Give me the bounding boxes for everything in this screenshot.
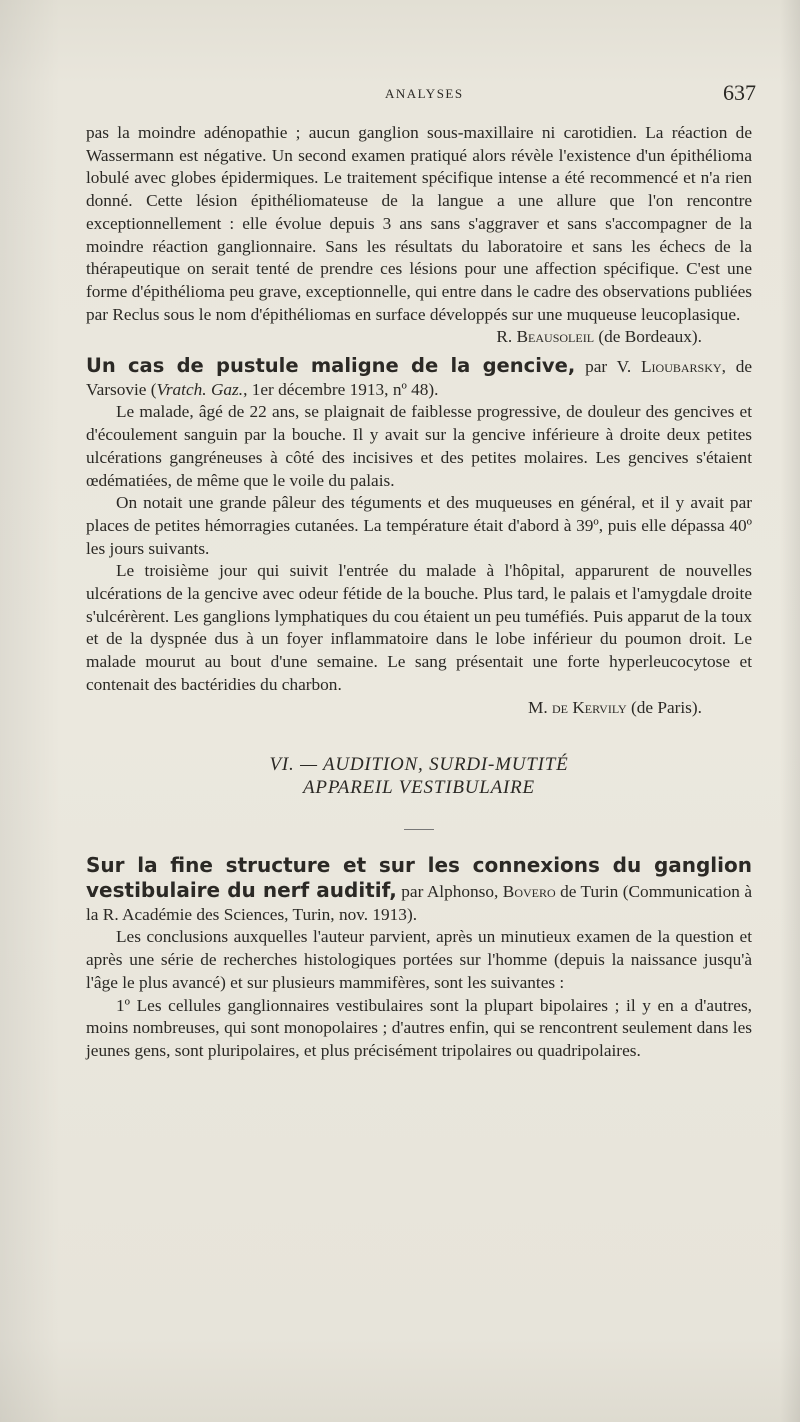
section-divider (404, 829, 434, 830)
article2-journal: Vratch. Gaz. (156, 379, 244, 399)
article2-source-pre: , de Varsovie ( (86, 357, 753, 399)
section-heading-line1: VI. — AUDITION, SURDI-MUTITÉ (269, 754, 569, 776)
article3-paragraph-1: Les conclusions auxquelles l'auteur parvient, après un minutieux examen de la question et après une série de recherches histologiques portées sur l'homme (depuis la naissance jusqu'à l'âge le plus avancé) et sur plusieurs mammifères, sont les suivantes : (86, 927, 752, 992)
article3-title: Sur la fine structure et sur les connexions du ganglion vestibulaire du nerf auditif, (86, 853, 752, 902)
section-heading-line2: APPAREIL VESTIBULAIRE (303, 777, 535, 799)
sig2-initial: M. (527, 697, 552, 717)
page-number: 637 (723, 80, 756, 105)
article2-author: Lioubarsky (641, 357, 722, 377)
article2-paragraph-3: Le troisième jour qui suivit l'entrée du malade à l'hôpital, apparurent de nouvelles ulcérations de la gencive avec odeur fétide de la bouche. Plus tard, le palais et l'amygdale droite s'ulcérèrent. Les ganglions lymphatiques du cou étaient un peu tuméfiés. Puis apparut de la toux et de la dyspnée dus à un foyer inflammatoire dans le lobe inférieur du poumon droit. Le malade mourut au bout d'une semaine. Le sang présentait une forte hyperleucocytose et contenait des bactéridies du charbon. (86, 561, 752, 694)
running-head: ANALYSES (385, 86, 464, 101)
article2-title: Un cas de pustule maligne de la gencive, (86, 354, 576, 378)
article3-heading (86, 854, 752, 926)
article3-source: de Turin (Communication à la R. Académie des Sciences, Turin, nov. 1913). (86, 881, 752, 924)
sig2-name: Kervily (568, 697, 627, 717)
article2-paragraph-2: On notait une grande pâleur des téguments et des muqueuses en général, et il y avait par places de petites hémorragies cutanées. La température était d'abord à 39º, puis elle dépassa 40º les jours suivants. (86, 493, 752, 558)
article2-by: par V. (575, 357, 641, 377)
article2-paragraph-1: Le malade, âgé de 22 ans, se plaignait de faiblesse progressive, de douleur des gencives et d'écoulement sanguin par la bouche. Il y avait sur la gencive inférieure à droite deux petites ulcérations gangréneuses à côté des incisives et des petites molaires. Les gencives s'étaient œdématiées, de même que le voile du palais. (86, 402, 752, 490)
article2-source-post: , 1er décembre 1913, nº 48). (243, 379, 439, 399)
article3-author: Bovero (502, 881, 556, 901)
sig-place: (de Bordeaux). (594, 327, 702, 347)
sig-name: Beausoleil (516, 327, 595, 347)
article3-by: par Alphonso, (396, 881, 503, 901)
article2-heading (86, 355, 752, 401)
article2-signature (86, 697, 752, 720)
article1-signature (86, 326, 752, 349)
sig2-place: (de Paris). (626, 697, 702, 717)
sig2-de: de (552, 697, 568, 717)
section-heading (86, 753, 752, 799)
page-content (86, 122, 752, 1063)
sig-initial: R. (496, 327, 517, 347)
article3-paragraph-2: 1º Les cellules ganglionnaires vestibulaires sont la plupart bipolaires ; il y en a d'autres, moins nombreuses, qui sont monopolaires ; d'autres enfin, qui se rencontrent seulement dans les jeunes gens, sont pluripolaires, et plus précisément tripolaires ou quadripolaires. (86, 995, 752, 1060)
article1-paragraph: pas la moindre adénopathie ; aucun ganglion sous-maxillaire ni carotidien. La réaction de Wassermann est négative. Un second examen pratiqué alors révèle l'existence d'un épithélioma lobulé avec globes épidermiques. Le traitement spécifique intense a été recommencé et n'a rien donné. Cette lésion épithéliomateuse de la langue a une allure que l'on rencontre exceptionnellement : elle évolue depuis 3 ans sans s'aggraver et sans s'accompagner de la moindre réaction ganglionnaire. Sans les résultats du laboratoire et sans les échecs de la thérapeutique on serait tenté de prendre ces lésions pour une affection spécifique. C'est une forme d'épithélioma peu grave, exceptionnelle, qui entre dans le cadre des observations publiées par Reclus sous le nom d'épithéliomas en surface développés sur une muqueuse leucoplasique. (86, 123, 752, 324)
